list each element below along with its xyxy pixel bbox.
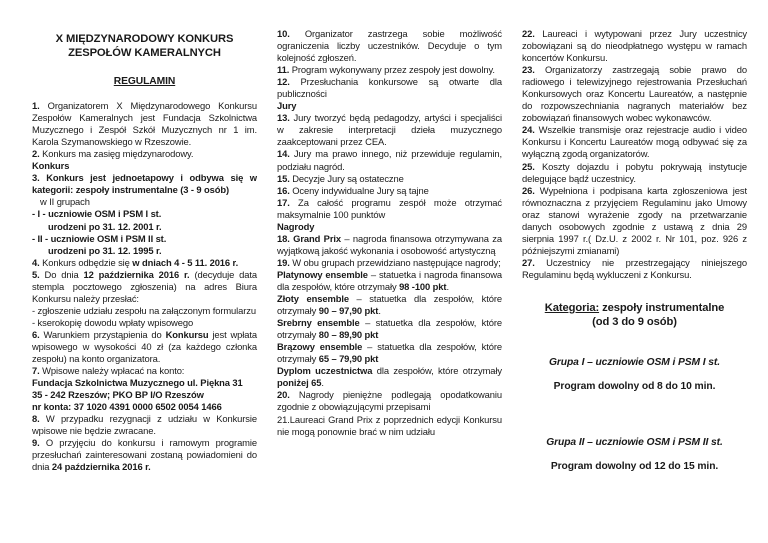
rule-15: 15. Decyzje Jury są ostateczne [277,172,404,184]
rule-22: 22. Laureaci i wytypowani przez Jury uczestnicy zobowiązani są do nieodpłatnego występu w ramach koncertów Konkursu. [522,28,747,64]
award-bronze: Brązowy ensemble – statuetka dla zespołów, które otrzymały 65 – 79,90 pkt [277,341,503,365]
rule-13: 13. Jury tworzyć będą pedagodzy, artyści i specjaliści w zakresie interpretacji dzieła muzycznego zaakceptowani przez CEA. [277,112,502,148]
group-2-date: urodzeni po 31. 12. 1995 r. [48,244,162,256]
rule-3: 3. Konkurs jest jednoetapowy i odbywa się w kategorii: zespoły instrumentalne (3 - 9 osób) [32,172,257,196]
bank-address: 35 - 242 Rzeszów; PKO BP I/O Rzeszów [32,389,204,401]
rule-23: 23. Organizatorzy zastrzegają sobie prawo do radiowego i telewizyjnego rejestrowania Przesłuchań Konkursowych oraz Koncertu Laureatów, a następnie do rozpowszechniania nagranych materiałów bez zobowiązań finansowych wobec wykonawców. [522,64,747,124]
group-2-line: - II - uczniowie OSM i PSM II st. [32,232,167,244]
rule-26: 26. Wypełniona i podpisana karta zgłoszeniowa jest równoznaczna z przyjęciem Regulaminu jako Umowy oraz stanowi wyrażenie zgody na przetwarzanie danych osobowych zgodnie z ustawą z dnia 29 sierpnia 1997 r.( Dz.U. z 2002 r. Nr 101, poz. 926 z późniejszymi zmianami) [522,184,747,256]
category-label: Kategoria: [544,301,600,314]
rule-16: 16. Oceny indywidualne Jury są tajne [277,184,429,196]
list-item-kserokopia: - kserokopię dowodu wpłaty wpisowego [32,316,194,328]
rule-27: 27. Uczestnicy nie przestrzegający niniejszego Regulaminu będą wykluczeni z Konkursu. [522,256,747,280]
title-line-1: X MIĘDZYNARODOWY KONKURS [55,33,234,45]
section-jury: Jury [277,100,297,112]
group-1-date: urodzeni po 31. 12. 2001 r. [48,220,162,232]
page-title [32,32,257,60]
bank-recipient: Fundacja Szkolnictwa Muzycznego ul. Piękna 31 [32,377,243,389]
group-1-line: - I - uczniowie OSM i PSM I st. [32,208,162,220]
rule-7: 7. Wpisowe należy wpłacać na konto: [32,365,185,377]
rule-9: 9. O przyjęciu do konkursu i ramowym programie przesłuchań zainteresowani zostaną powiadomieni do dnia 24 października 2016 r. [32,437,257,473]
rule-4: 4. Konkurs odbędzie się w dniach 4 - 5 11. 2016 r. [32,256,239,268]
category-value: zespoły instrumentalne [599,301,725,314]
column-middle [277,28,502,438]
rule-3-groups: w II grupach [40,196,90,208]
rule-10: 10. Organizator zastrzega sobie możliwość ograniczenia liczby uczestników. Decyduje o tym kolejność zgłoszeń. [277,28,502,64]
rule-19: 19. W obu grupach przewidziano następujące nagrody; [277,256,501,268]
rule-14: 14. Jury ma prawo innego, niż przewiduje regulamin, podziału nagród. [277,148,502,172]
group-1-heading: Grupa I – uczniowie OSM i PSM I st. [548,356,720,368]
group-2-program: Program dowolny od 12 do 15 min. [550,461,719,473]
rule-17: 17. Za całość programu zespół może otrzymać maksymalnie 100 punktów [277,196,502,220]
award-diploma: Dyplom uczestnictwa dla zespołów, które otrzymały poniżej 65. [277,365,502,389]
award-silver: Srebrny ensemble – statuetka dla zespołów, które otrzymały 80 – 89,90 pkt [277,317,502,341]
rule-1: 1. Organizatorem X Międzynarodowego Konkursu Zespołów Kameralnych jest Fundacja Szkolnictwa Muzycznego i Zespół Szkół Muzycznych nr 1 im. Karola Szymanowskiego w Rzeszowie. [32,100,257,148]
rule-6: 6. Warunkiem przystąpienia do Konkursu jest wpłata wpisowego w wysokości 40 zł (za każdego członka zespołu) na konto organizatora. [32,328,258,365]
section-nagrody: Nagrody [277,220,315,232]
category-range: (od 3 do 9 osób) [592,315,677,328]
section-konkurs: Konkurs [32,160,70,172]
rule-8: 8. W przypadku rezygnacji z udziału w Konkursie wpisowe nie będzie zwracane. [32,413,257,437]
bank-account-number: nr konta: 37 1020 4391 0000 6502 0054 1466 [32,401,222,413]
rule-12: 12. Przesłuchania konkursowe są otwarte dla publiczności [277,76,502,100]
regulamin-heading: REGULAMIN [113,76,176,87]
rule-21: 21.Laureaci Grand Prix z poprzednich edycji Konkursu nie mogą ponownie brać w nim udziału [277,413,502,437]
rule-25: 25. Koszty dojazdu i pobytu pokrywają instytucje delegujące bądź uczestnicy. [522,160,747,184]
group-2-heading: Grupa II – uczniowie OSM i PSM II st. [546,437,723,449]
rule-11: 11. Program wykonywany przez zespoły jest dowolny. [277,64,495,76]
column-right [522,28,747,473]
rule-2: 2. Konkurs ma zasięg międzynarodowy. [32,148,194,160]
award-gold: Złoty ensemble – statuetka dla zespołów, które otrzymały 90 – 97,90 pkt. [277,293,502,317]
rule-24: 24. Wszelkie transmisje oraz rejestracje audio i video Konkursu i Koncertu Laureatów mogą odbywać się za wyłączną zgodą organizatorów. [522,124,747,160]
title-line-2: ZESPOŁÓW KAMERALNYCH [68,47,221,59]
award-platinum: Platynowy ensemble – statuetka i nagroda finansowa dla zespołów, które otrzymały 98 -100 pkt. [277,268,502,292]
category-heading [522,301,747,329]
column-left [32,28,257,474]
rule-18: 18. Grand Prix – nagroda finansowa otrzymywana za wyjątkową jakość wykonania i osobowość artystyczną [277,232,502,256]
rule-20: 20. Nagrody pieniężne podlegają opodatkowaniu zgodnie z obowiązującymi przepisami [277,389,502,413]
rule-5: 5. Do dnia 12 października 2016 r. (decyduje data stempla pocztowego zgłoszenia) na adres Biura Konkursu należy przesłać: [32,268,257,304]
list-item-zgloszenie: - zgłoszenie udziału zespołu na załączonym formularzu [32,304,256,316]
group-1-program: Program dowolny od 8 do 10 min. [553,381,716,393]
